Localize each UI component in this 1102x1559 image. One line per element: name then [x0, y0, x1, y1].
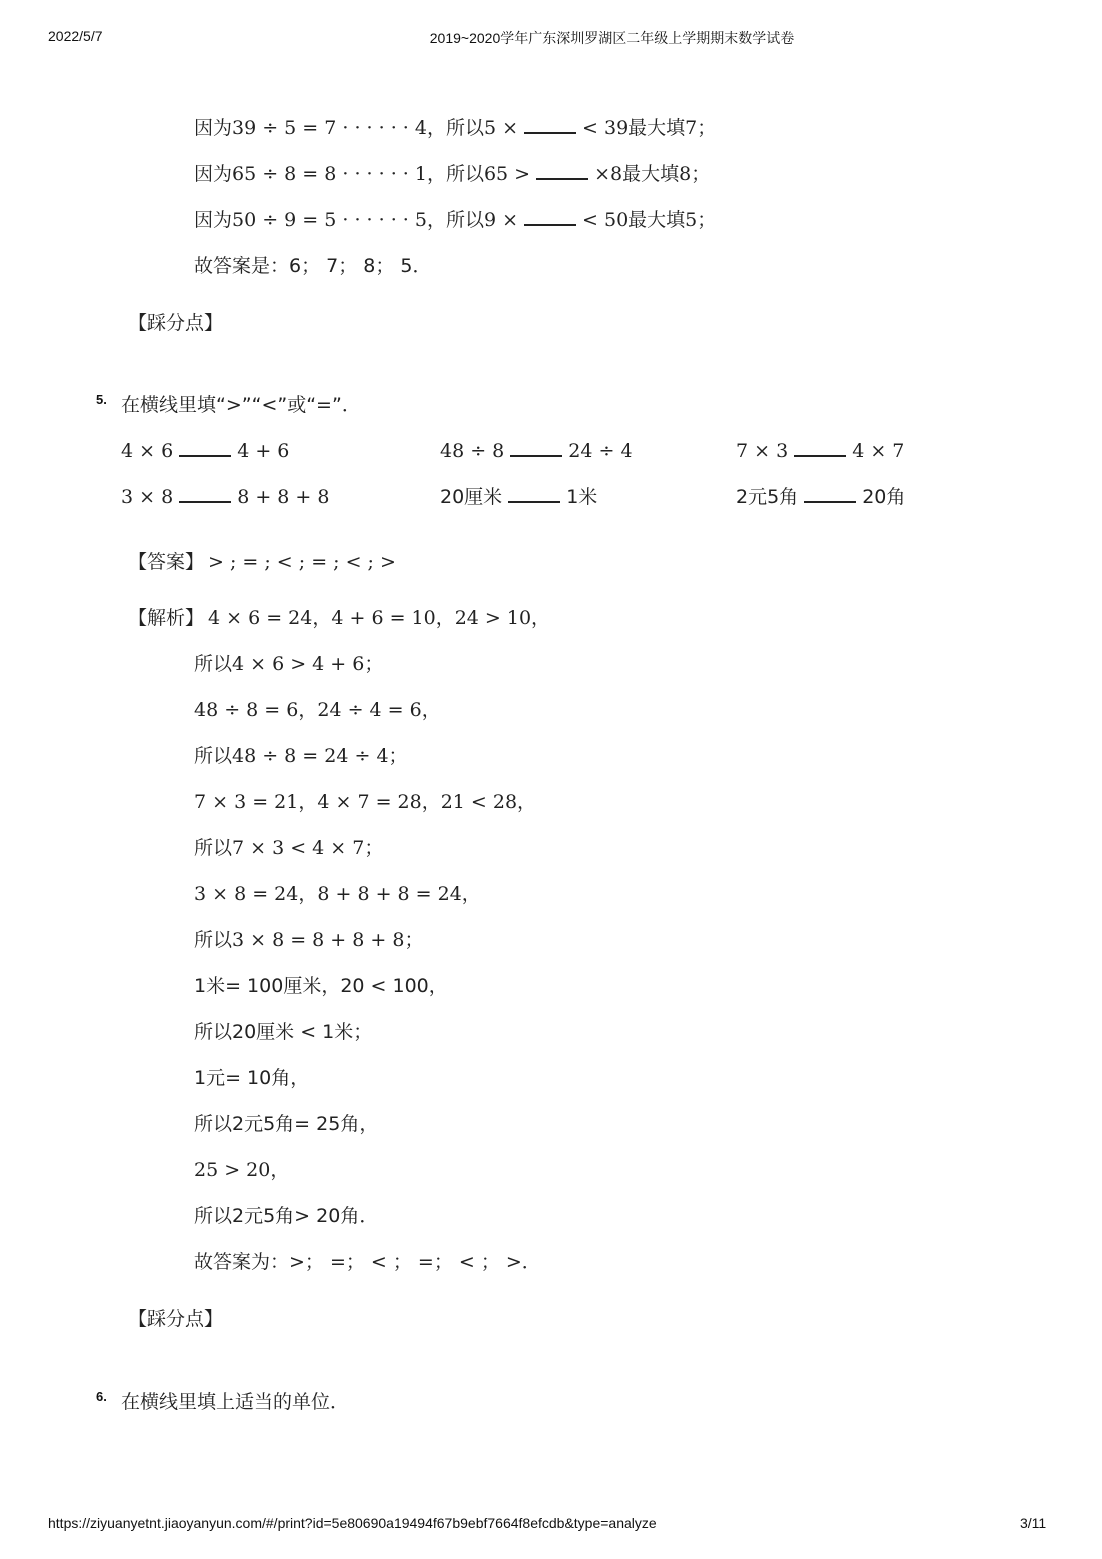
comparison-item: 2元5角 20角: [736, 486, 906, 508]
answer-blank: [804, 485, 856, 503]
prev-analysis-line-1: 因为39 ÷ 5 = 7 · · · · · · 4，所以5 × < 39最大填7；: [194, 117, 717, 139]
answer-blank: [524, 208, 576, 226]
analysis-line: 1元= 10角，: [194, 1067, 310, 1089]
answer-blank: [508, 485, 560, 503]
analysis-line: 所以20厘米 < 1米；: [194, 1021, 373, 1043]
analysis-line: 1米= 100厘米，20 < 100，: [194, 975, 448, 997]
analysis-line: 25 > 20，: [194, 1159, 290, 1181]
question-stem: 在横线里填上适当的单位．: [121, 1391, 350, 1413]
answer-blank: [536, 162, 588, 180]
answer-blank: [510, 439, 562, 457]
answer-blank: [179, 439, 231, 457]
prev-answer-line: 故答案是：6； 7； 8； 5．: [194, 255, 432, 277]
analysis-line: 所以48 ÷ 8 = 24 ÷ 4；: [194, 745, 408, 767]
analysis-line: 4 × 6 = 24，4 + 6 = 10，24 > 10，: [208, 607, 551, 629]
comparison-item: 4 × 6 4 + 6: [121, 440, 290, 462]
comparison-item: 3 × 8 8 + 8 + 8: [121, 486, 330, 508]
analysis-line: 48 ÷ 8 = 6，24 ÷ 4 = 6，: [194, 699, 441, 721]
comparison-item: 48 ÷ 8 24 ÷ 4: [440, 440, 633, 462]
answer-label: 【答案】: [128, 551, 205, 573]
question-stem: 在横线里填“>”“<”或“=”．: [121, 394, 361, 416]
answer-blank: [179, 485, 231, 503]
analysis-line: 所以3 × 8 = 8 + 8 + 8；: [194, 929, 424, 951]
answer-blank: [794, 439, 846, 457]
answer-text: > ; = ; < ; = ; < ; >: [208, 551, 396, 573]
comparison-item: 20厘米 1米: [440, 486, 598, 508]
document-title: 2019~2020学年广东深圳罗湖区二年级上学期期末数学试卷: [429, 30, 795, 46]
prev-scoring-points-label: 【踩分点】: [128, 312, 224, 334]
question-number: 5.: [96, 392, 107, 407]
answer-blank: [524, 116, 576, 134]
analysis-line: 所以2元5角= 25角，: [194, 1113, 379, 1135]
prev-analysis-line-3: 因为50 ÷ 9 = 5 · · · · · · 5，所以9 × < 50最大填5；: [194, 209, 717, 231]
footer-url: https://ziyuanyetnt.jiaoyanyun.com/#/print?id=5e80690a19494f67b9ebf7664f8efcdb&type=analyze: [48, 1515, 657, 1531]
analysis-line: 3 × 8 = 24，8 + 8 + 8 = 24，: [194, 883, 481, 905]
analysis-line: 所以7 × 3 < 4 × 7；: [194, 837, 384, 859]
print-date: 2022/5/7: [48, 28, 103, 44]
analysis-line: 所以2元5角> 20角．: [194, 1205, 379, 1227]
scoring-points-label: 【踩分点】: [128, 1308, 224, 1330]
page-number: 3/11: [1020, 1515, 1047, 1531]
comparison-item: 7 × 3 4 × 7: [736, 440, 905, 462]
prev-analysis-line-2: 因为65 ÷ 8 = 8 · · · · · · 1，所以65 > ×8最大填8；: [194, 163, 711, 185]
question-number: 6.: [96, 1389, 107, 1404]
analysis-line: 所以4 × 6 > 4 + 6；: [194, 653, 384, 675]
analysis-line: 7 × 3 = 21，4 × 7 = 28，21 < 28，: [194, 791, 537, 813]
analysis-conclusion: 故答案为：>； =； < ； =； < ； >．: [194, 1251, 541, 1273]
analysis-label: 【解析】: [128, 607, 205, 629]
